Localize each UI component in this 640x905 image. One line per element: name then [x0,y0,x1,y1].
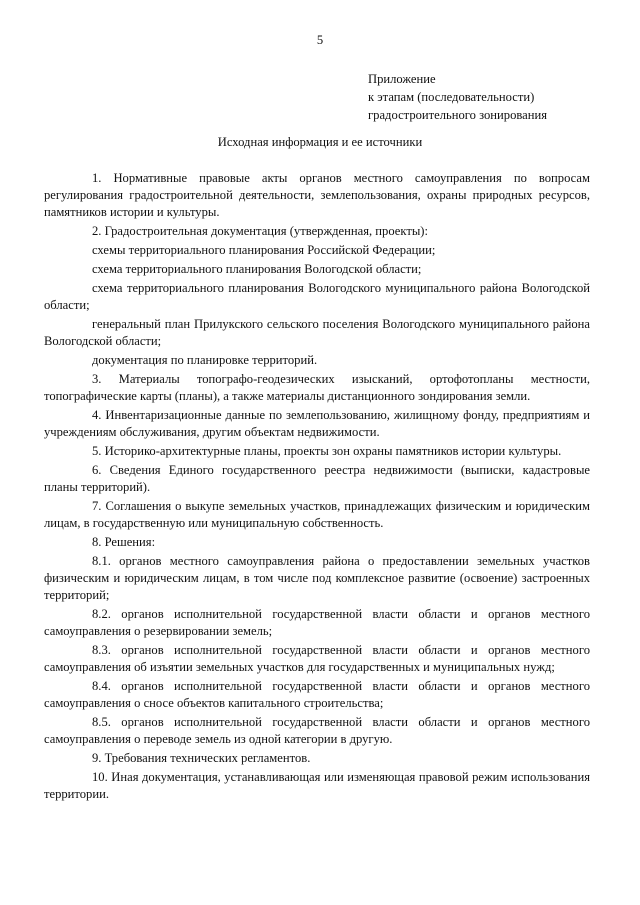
paragraph: 2. Градостроительная документация (утвержденная, проекты): [92,224,428,238]
paragraph: 8.4. органов исполнительной государственной власти области и органов местного самоуправления о сносе объектов капитального строительства; [44,679,590,710]
paragraph: 8.1. органов местного самоуправления района о предоставлении земельных участков физическим и юридическим лицам, в том числе под комплексное развитие (освоение) застроенных территорий; [44,554,590,602]
appendix-header [368,70,547,124]
document-body [44,170,590,805]
paragraph: схема территориального планирования Вологодской области; [92,262,422,276]
document-heading: Исходная информация и ее источники [217,135,423,149]
paragraph: 8. Решения: [92,535,156,549]
paragraph: 8.3. органов исполнительной государственной власти области и органов местного самоуправления об изъятии земельных участков для государственных и муниципальных нужд; [44,643,590,674]
paragraph: схемы территориального планирования Российской Федерации; [92,243,436,257]
page-number: 5 [316,33,324,47]
paragraph: 8.2. органов исполнительной государственной власти области и органов местного самоуправления о резервировании земель; [44,607,590,638]
paragraph: 10. Иная документация, устанавливающая или изменяющая правовой режим использования территории. [44,770,590,801]
appendix-line: Приложение [368,72,436,86]
paragraph: схема территориального планирования Вологодского муниципального района Вологодской области; [44,281,590,312]
paragraph: генеральный план Прилукского сельского поселения Вологодского муниципального района Вологодской области; [44,317,590,348]
paragraph: документация по планировке территорий. [92,353,318,367]
appendix-line: к этапам (последовательности) [368,90,535,104]
paragraph: 4. Инвентаризационные данные по землепользованию, жилищному фонду, предприятиям и учреждениям обслуживания, другим объектам недвижимости. [44,408,590,439]
paragraph: 1. Нормативные правовые акты органов местного самоуправления по вопросам регулирования градостроительной деятельности, землепользования, охраны природных ресурсов, памятников истории и культуры. [44,171,590,219]
paragraph: 8.5. органов исполнительной государственной власти области и органов местного самоуправления о переводе земель из одной категории в другую. [44,715,590,746]
paragraph: 9. Требования технических регламентов. [92,751,311,765]
paragraph: 7. Соглашения о выкупе земельных участков, принадлежащих физическим и юридическим лицам, в государственную или муниципальную собственность. [44,499,590,530]
paragraph: 6. Сведения Единого государственного реестра недвижимости (выписки, кадастровые планы территорий). [44,463,590,494]
appendix-line: градостроительного зонирования [368,108,548,122]
paragraph: 5. Историко-архитектурные планы, проекты зон охраны памятников истории культуры. [92,444,562,458]
paragraph: 3. Материалы топографо-геодезических изысканий, ортофотопланы местности, топографические карты (планы), а также материалы дистанционного зондирования земли. [44,372,590,403]
